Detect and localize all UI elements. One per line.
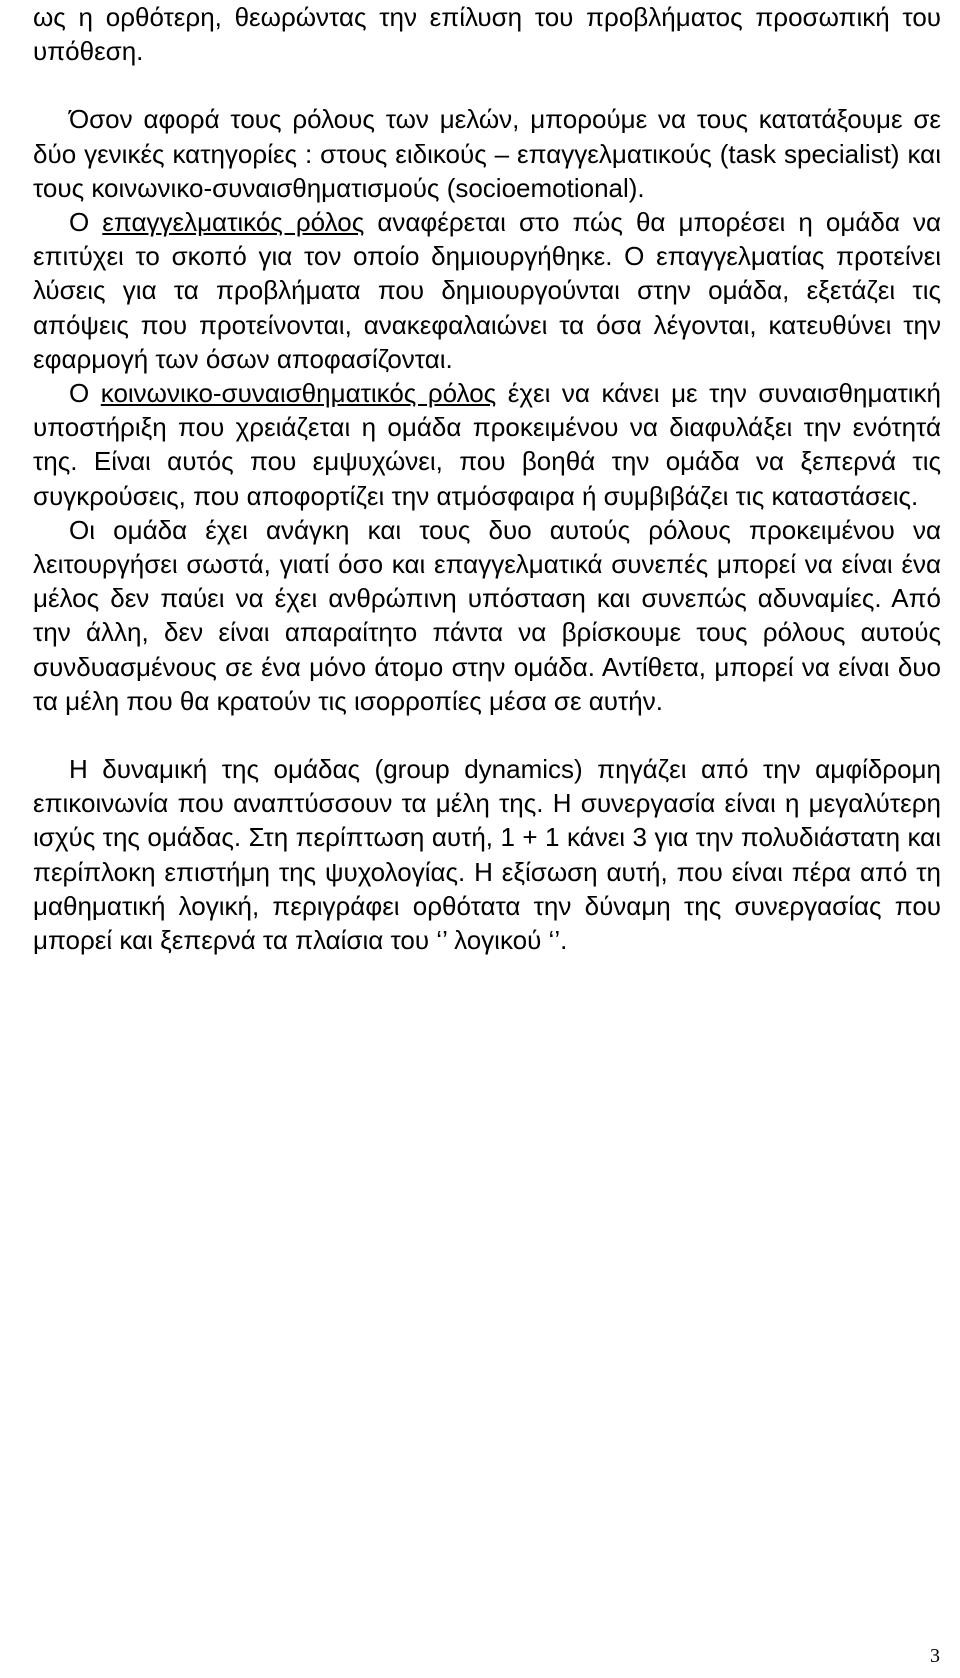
paragraph-lead: Ο (69, 378, 101, 409)
paragraph-body: έχει να κάνει με την συναισθηματική υποστήριξη που χρειάζεται η ομάδα προκειμένου να διαφυλάξει την ενότητά της. Είναι αυτός που εμψυχώνει, που βοηθά την ομάδα να ξεπερνά τις συγκρούσεις, που αποφορτίζει την ατμόσφαιρα ή συμβιβάζει τις καταστάσεις. (33, 378, 941, 511)
paragraph-roles-intro: Όσον αφορά τους ρόλους των μελών, μπορούμε να τους κατατάξουμε σε δύο γενικές κατηγορίες : στους ειδικούς – επαγγελματικούς (task specialist) και τους κοινωνικο-συναισθηματισμούς (socioemotional). (33, 104, 941, 203)
paragraph-socioemotional-role (33, 376, 941, 513)
paragraph-continuation: ως η ορθότερη, θεωρώντας την επίλυση του προβλήματος προσωπική του υπόθεση. (33, 2, 941, 67)
page-number: 3 (930, 1645, 940, 1667)
paragraph-lead: Ο (69, 207, 103, 238)
document-page (33, 0, 941, 957)
term-socioemotional-role: κοινωνικο-συναισθηματικός ρόλος (100, 378, 497, 409)
paragraph-both-roles: Οι ομάδα έχει ανάγκη και τους δυο αυτούς ρόλους προκειμένου να λειτουργήσει σωστά, γιατί όσο και επαγγελματικά συνεπές μπορεί να είναι ένα μέλος δεν παύει να έχει ανθρώπινη υπόσταση και συνεπώς αδυναμίες. Από την άλλη, δεν είναι απαραίτητο πάντα να βρίσκουμε τους ρόλους αυτούς συνδυασμένους σε ένα μόνο άτομο στην ομάδα. Αντίθετα, μπορεί να είναι δυο τα μέλη που θα κρατούν τις ισορροπίες μέσα σε αυτήν. (33, 514, 941, 716)
paragraph-task-role (33, 205, 941, 376)
paragraph-body: αναφέρεται στο πώς θα μπορέσει η ομάδα να επιτύχει το σκοπό για τον οποίο δημιουργήθηκε. Ο επαγγελματίας προτείνει λύσεις για τα προβλήματα που δημιουργούνται στην ομάδα, εξετάζει τις απόψεις που προτείνονται, ανακεφαλαιώνει τα όσα λέγονται, κατευθύνει την εφαρμογή των όσων αποφασίζονται. (33, 207, 942, 374)
paragraph-group-dynamics: Η δυναμική της ομάδας (group dynamics) πηγάζει από την αμφίδρομη επικοινωνία που αναπτύσσουν τα μέλη της. Η συνεργασία είναι η μεγαλύτερη ισχύς της ομάδας. Στη περίπτωση αυτή, 1 + 1 κάνει 3 για την πολυδιάστατη και περίπλοκη επιστήμη της ψυχολογίας. Η εξίσωση αυτή, που είναι πέρα από τη μαθηματική λογική, περιγράφει ορθότατα την δύναμη της συνεργασίας που μπορεί και ξεπερνά τα πλαίσια του ‘’ λογικού ‘’. (33, 754, 941, 956)
paragraph-spacer (33, 718, 941, 752)
term-task-role: επαγγελματικός ρόλος (102, 207, 365, 238)
paragraph-spacer (33, 68, 941, 102)
